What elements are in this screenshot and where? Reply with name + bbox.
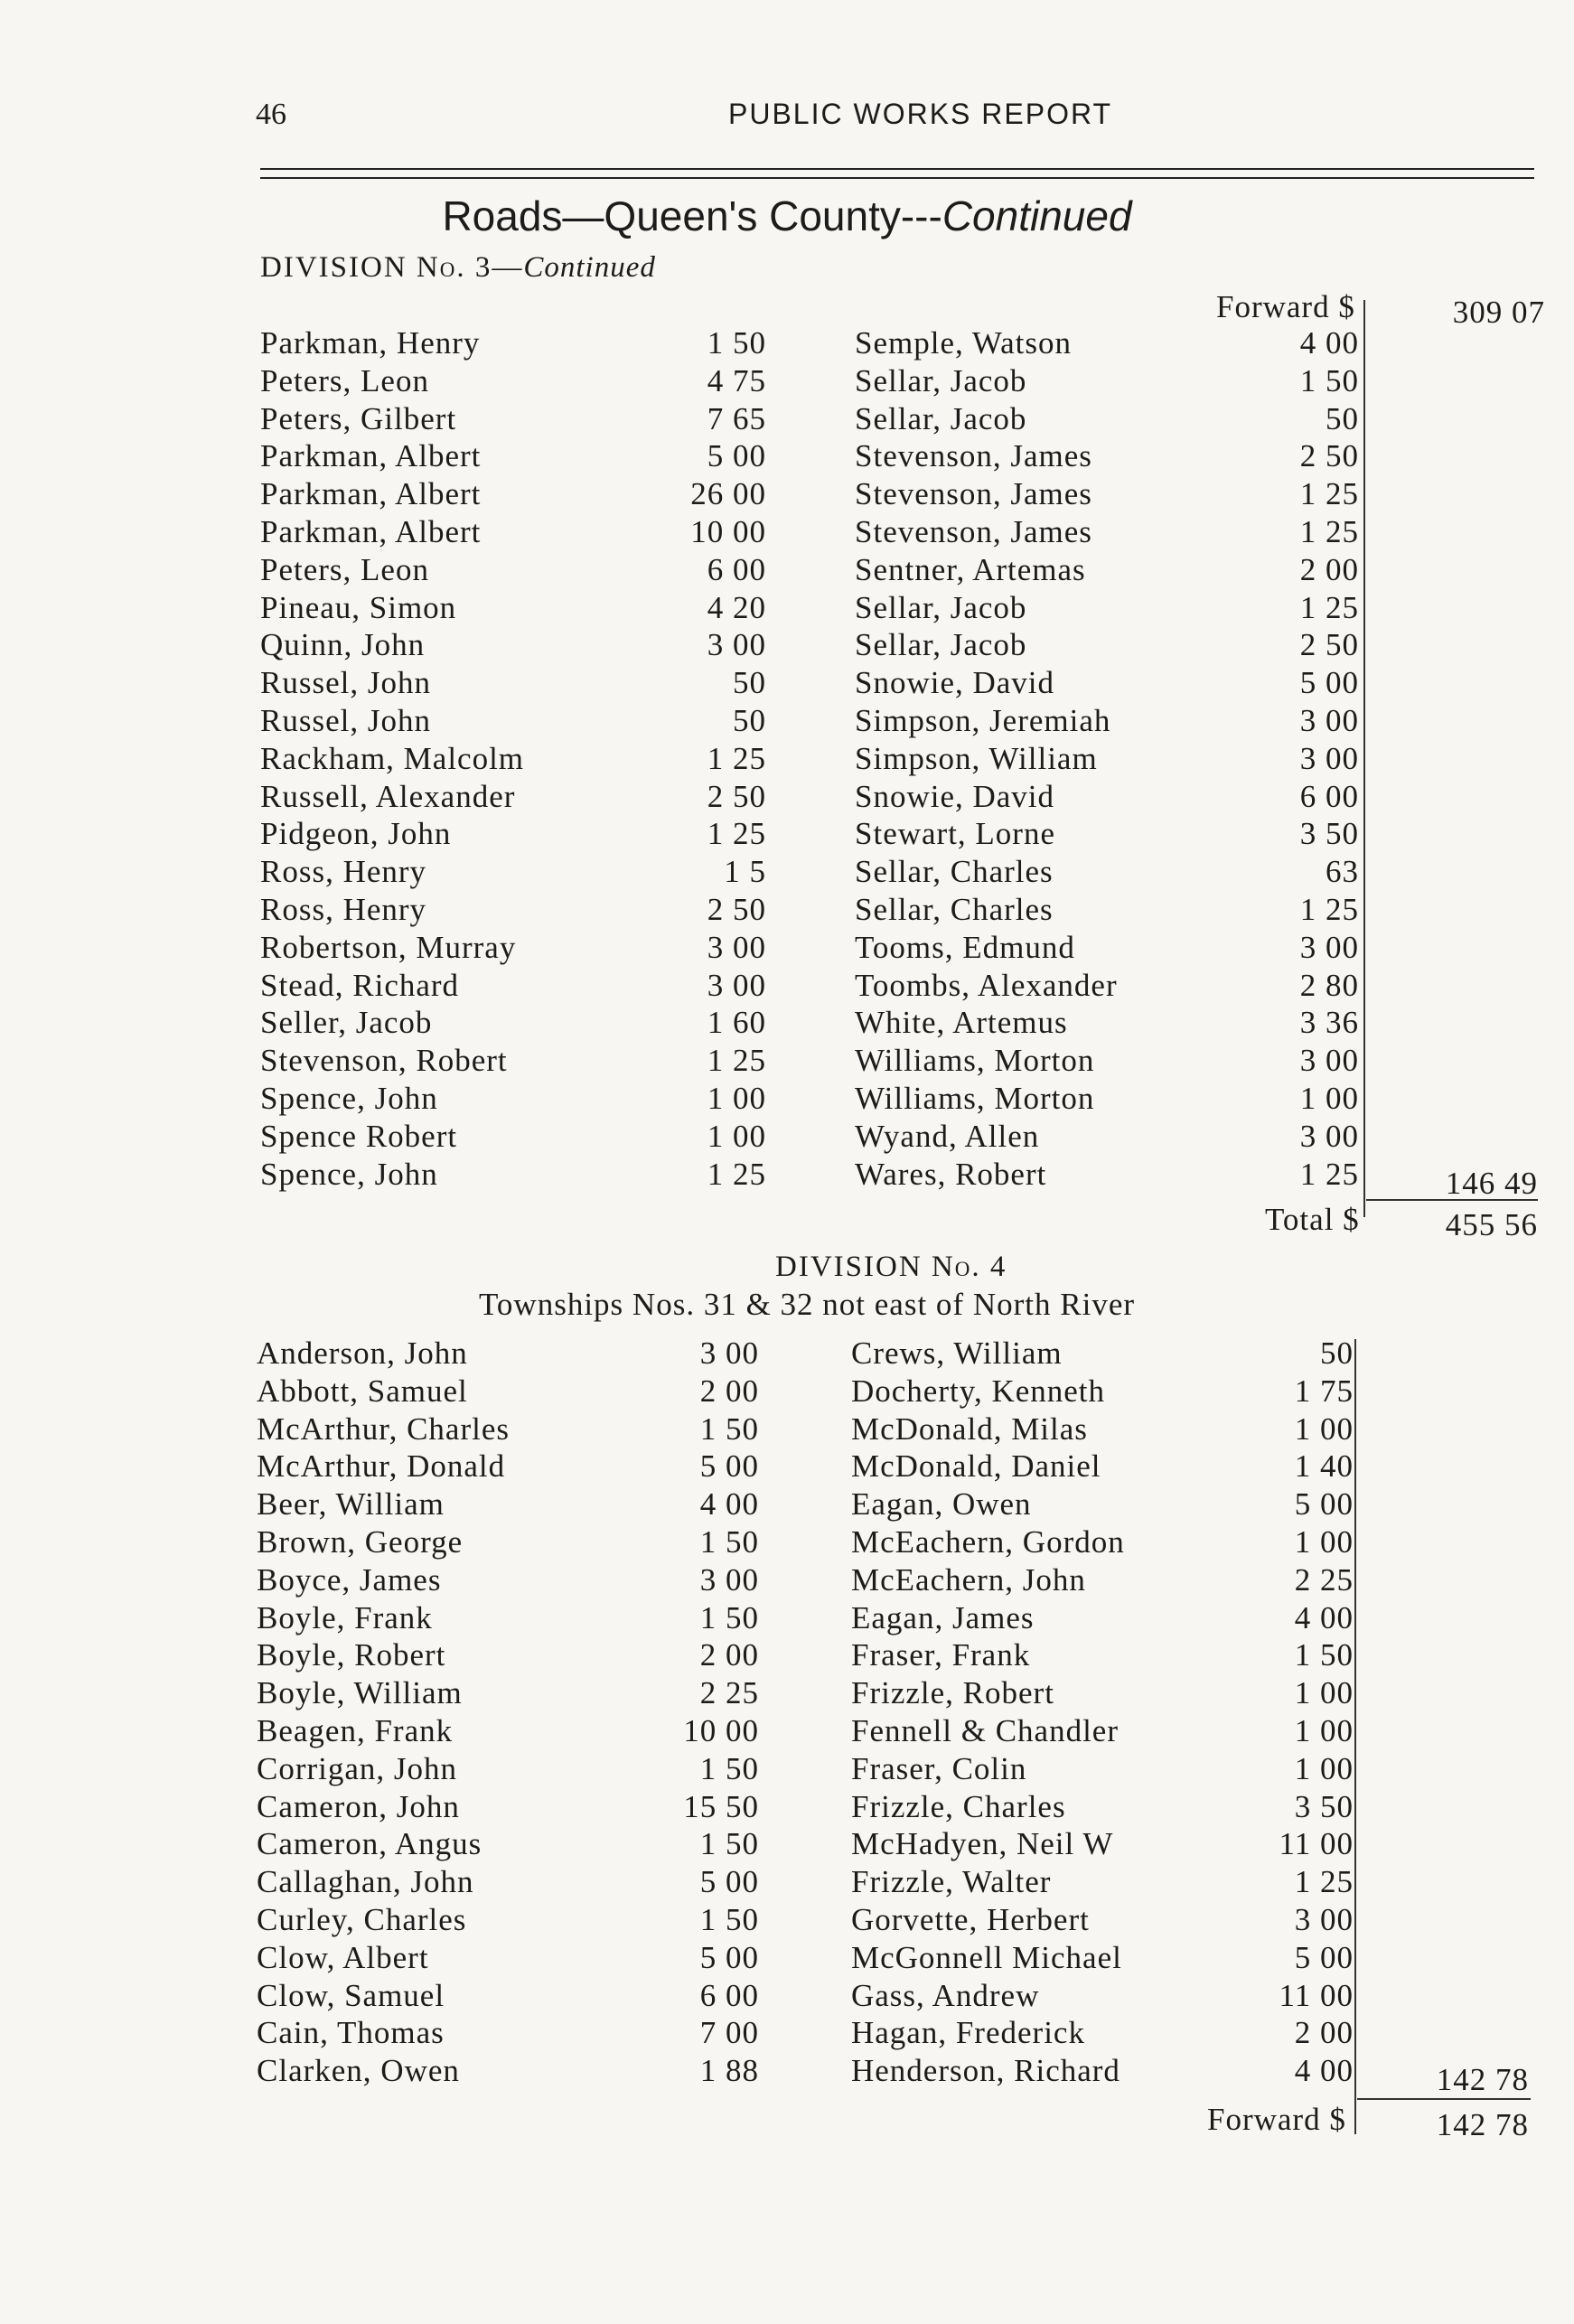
list-item: [855, 1119, 1359, 1155]
entry-amount: 50: [1320, 1335, 1354, 1371]
entry-name: Pidgeon, John: [260, 816, 452, 852]
entry-name: McHadyen, Neil W: [851, 1826, 1114, 1862]
list-item: [260, 854, 766, 890]
division-4-amount-rule: [1354, 1339, 1356, 2134]
entry-amount: 5 00: [1299, 665, 1359, 701]
entry-amount: 15 50: [683, 1788, 759, 1824]
entry-name: Hagan, Frederick: [851, 2015, 1085, 2051]
division-4-heading: DIVISION No. 4: [775, 1251, 1007, 1283]
entry-amount: 2 50: [707, 892, 766, 927]
list-item: [257, 1486, 759, 1523]
entry-amount: 1 25: [1294, 1864, 1354, 1900]
entry-name: Robertson, Murray: [260, 929, 517, 965]
entry-name: Stewart, Lorne: [855, 816, 1055, 852]
list-item: [851, 1789, 1354, 1825]
list-item: [855, 627, 1359, 663]
list-item: [257, 2053, 759, 2089]
entry-amount: 1 00: [1294, 1675, 1354, 1711]
entry-amount: 1 50: [1294, 1637, 1354, 1673]
entry-amount: 1 00: [1294, 1713, 1354, 1748]
entry-name: Rackham, Malcolm: [260, 740, 525, 776]
list-item: [855, 968, 1359, 1004]
entry-amount: 10 00: [683, 1713, 759, 1748]
entry-name: Stevenson, Robert: [260, 1043, 508, 1079]
entry-name: Clow, Albert: [257, 1939, 429, 1975]
list-item: [257, 1864, 759, 1900]
entry-name: McArthur, Donald: [257, 1448, 506, 1485]
total-amount: 455 56: [1445, 1207, 1538, 1242]
entry-amount: 1 50: [699, 1599, 759, 1635]
list-item: [260, 476, 766, 512]
list-item: [260, 1157, 766, 1193]
entry-name: McDonald, Daniel: [851, 1448, 1101, 1485]
entry-amount: 50: [1326, 400, 1359, 436]
entry-amount: 1 88: [699, 2053, 759, 2089]
entry-amount: 3 00: [1294, 1902, 1354, 1937]
entry-name: Boyle, William: [257, 1675, 463, 1711]
entry-amount: 5 00: [707, 438, 766, 474]
entry-name: Beagen, Frank: [257, 1713, 454, 1748]
list-item: [851, 2015, 1354, 2051]
list-item: [851, 1637, 1354, 1673]
list-item: [855, 816, 1359, 852]
entry-name: Beer, William: [257, 1486, 445, 1523]
entry-name: Sellar, Jacob: [855, 362, 1027, 398]
entry-name: Eagan, Owen: [851, 1486, 1032, 1523]
entry-amount: 11 00: [1279, 1826, 1354, 1862]
list-item: [855, 401, 1359, 437]
entry-name: Parkman, Albert: [260, 476, 482, 512]
entry-amount: 2 25: [1294, 1561, 1354, 1598]
entry-name: Parkman, Henry: [260, 325, 481, 361]
list-item: [257, 1940, 759, 1976]
entry-amount: 1 00: [1294, 1524, 1354, 1560]
entry-amount: 1 50: [699, 1902, 759, 1937]
entry-amount: 4 00: [1294, 1599, 1354, 1635]
division-3-amount-rule: [1363, 300, 1365, 1217]
list-item: [855, 1157, 1359, 1193]
list-item: [260, 703, 766, 739]
entry-name: Spence, John: [260, 1156, 438, 1192]
entry-amount: 5 00: [699, 1939, 759, 1975]
entry-name: Russell, Alexander: [260, 778, 516, 814]
entry-amount: 1 00: [707, 1118, 766, 1154]
page-number: 46: [256, 98, 286, 131]
entry-amount: 7 65: [707, 400, 766, 436]
list-item: [851, 1675, 1354, 1711]
entry-amount: 1 40: [1294, 1448, 1354, 1485]
list-item: [260, 438, 766, 474]
entry-amount: 3 00: [1299, 740, 1359, 776]
entry-name: Fraser, Colin: [851, 1750, 1027, 1786]
list-item: [260, 1005, 766, 1041]
entry-name: McEachern, Gordon: [851, 1524, 1125, 1560]
entry-name: Sellar, Jacob: [855, 627, 1027, 663]
entry-amount: 1 25: [707, 740, 766, 776]
list-item: [260, 930, 766, 966]
entry-name: Frizzle, Charles: [851, 1788, 1066, 1824]
entry-name: Parkman, Albert: [260, 514, 482, 549]
entry-amount: 2 00: [1294, 2015, 1354, 2051]
entry-name: Cain, Thomas: [257, 2015, 445, 2051]
list-item: [257, 1562, 759, 1598]
list-item: [851, 1978, 1354, 2014]
entry-name: Spence Robert: [260, 1118, 458, 1154]
list-item: [260, 779, 766, 815]
entry-amount: 1 00: [1294, 1410, 1354, 1447]
header-rule-top: [260, 168, 1534, 170]
entry-name: Gass, Andrew: [851, 1977, 1040, 2013]
entry-amount: 1 25: [707, 1043, 766, 1079]
entry-amount: 1 25: [707, 1156, 766, 1192]
list-item: [855, 1043, 1359, 1079]
entry-name: Curley, Charles: [257, 1902, 467, 1937]
entry-amount: 3 00: [707, 967, 766, 1003]
list-item: [851, 1713, 1354, 1749]
entry-amount: 1 25: [1299, 589, 1359, 625]
entry-amount: 1 50: [699, 1524, 759, 1560]
forward-amount-bottom: 142 78: [1436, 2107, 1529, 2142]
entry-amount: 2 50: [1299, 438, 1359, 474]
entry-name: McDonald, Milas: [851, 1410, 1088, 1447]
entry-amount: 4 00: [1299, 325, 1359, 361]
entry-amount: 1 25: [1299, 514, 1359, 549]
division-3-heading: DIVISION No. 3—Continued: [260, 251, 656, 284]
list-item: [257, 1978, 759, 2014]
list-item: [855, 1005, 1359, 1041]
entry-name: Williams, Morton: [855, 1081, 1095, 1116]
entry-amount: 5 00: [699, 1448, 759, 1485]
list-item: [260, 552, 766, 588]
list-item: [851, 1864, 1354, 1900]
entry-amount: 2 00: [1299, 551, 1359, 587]
entry-name: Simpson, Jeremiah: [855, 703, 1111, 738]
entry-name: Russel, John: [260, 665, 431, 701]
list-item: [851, 2053, 1354, 2089]
entry-amount: 2 25: [699, 1675, 759, 1711]
list-item: [260, 665, 766, 701]
list-item: [260, 325, 766, 361]
entry-amount: 1 00: [1294, 1750, 1354, 1786]
list-item: [260, 1043, 766, 1079]
list-item: [257, 1902, 759, 1938]
forward-label: Forward $: [1216, 289, 1355, 324]
list-item: [851, 1448, 1354, 1485]
list-item: [855, 930, 1359, 966]
entry-name: Stead, Richard: [260, 967, 460, 1003]
entry-amount: 2 50: [707, 778, 766, 814]
entry-name: White, Artemus: [855, 1005, 1068, 1041]
entry-name: Peters, Leon: [260, 362, 429, 398]
list-item: [851, 1373, 1354, 1410]
division-3-subtotal: 146 49: [1445, 1166, 1538, 1201]
list-item: [260, 590, 766, 626]
entry-name: Wares, Robert: [855, 1156, 1047, 1192]
list-item: [855, 514, 1359, 550]
list-item: [260, 514, 766, 550]
entry-amount: 7 00: [699, 2015, 759, 2051]
list-item: [260, 363, 766, 399]
entry-name: Anderson, John: [257, 1335, 468, 1371]
entry-name: Simpson, William: [855, 740, 1098, 776]
entry-amount: 3 00: [707, 627, 766, 663]
entry-name: Cameron, Angus: [257, 1826, 483, 1862]
entry-amount: 5 00: [1294, 1486, 1354, 1523]
entry-name: Callaghan, John: [257, 1864, 474, 1900]
entry-amount: 1 50: [1299, 362, 1359, 398]
forward-amount: 309 07: [1452, 295, 1545, 330]
list-item: [855, 741, 1359, 777]
page-title: [0, 192, 1574, 240]
entry-amount: 3 36: [1299, 1005, 1359, 1041]
entry-name: Russel, John: [260, 703, 431, 738]
list-item: [855, 665, 1359, 701]
list-item: [257, 1789, 759, 1825]
entry-amount: 1 25: [707, 816, 766, 852]
entry-name: Frizzle, Walter: [851, 1864, 1052, 1900]
list-item: [260, 627, 766, 663]
entry-name: Stevenson, James: [855, 476, 1092, 512]
entry-amount: 3 00: [1299, 703, 1359, 738]
entry-name: Boyle, Robert: [257, 1637, 446, 1673]
division-4-subheading: Townships Nos. 31 & 32 not east of North River: [479, 1287, 1136, 1322]
entry-amount: 1 50: [699, 1826, 759, 1862]
entry-amount: 4 00: [1294, 2053, 1354, 2089]
entry-amount: 1 25: [1299, 476, 1359, 512]
entry-name: Cameron, John: [257, 1788, 460, 1824]
entry-name: Stevenson, James: [855, 438, 1092, 474]
total-label: Total $: [1265, 1202, 1360, 1237]
entry-amount: 3 00: [707, 929, 766, 965]
entry-amount: 50: [733, 703, 766, 738]
forward-label-bottom: Forward $: [1207, 2102, 1346, 2137]
list-item: [855, 892, 1359, 928]
entry-name: Henderson, Richard: [851, 2053, 1120, 2089]
entry-name: Boyce, James: [257, 1561, 442, 1598]
list-item: [855, 854, 1359, 890]
entry-name: Quinn, John: [260, 627, 426, 663]
division-4-subtotal-rule: [1357, 2098, 1531, 2100]
list-item: [851, 1826, 1354, 1862]
list-item: [851, 1335, 1354, 1372]
list-item: [260, 1119, 766, 1155]
list-item: [855, 779, 1359, 815]
entry-amount: 3 00: [1299, 929, 1359, 965]
entry-name: Spence, John: [260, 1081, 438, 1116]
entry-amount: 63: [1326, 854, 1359, 890]
list-item: [257, 1713, 759, 1749]
header-rule-bottom: [260, 177, 1534, 179]
entry-name: McArthur, Charles: [257, 1410, 510, 1447]
entry-name: Snowie, David: [855, 665, 1055, 701]
list-item: [855, 590, 1359, 626]
entry-name: Crews, William: [851, 1335, 1063, 1371]
entry-name: Brown, George: [257, 1524, 464, 1560]
entry-amount: 11 00: [1279, 1977, 1354, 2013]
list-item: [257, 1335, 759, 1372]
list-item: [855, 552, 1359, 588]
entry-name: Sellar, Jacob: [855, 589, 1027, 625]
list-item: [851, 1486, 1354, 1523]
entry-amount: 6 00: [1299, 778, 1359, 814]
entry-amount: 4 20: [707, 589, 766, 625]
entry-name: Parkman, Albert: [260, 438, 482, 474]
list-item: [260, 968, 766, 1004]
entry-name: Corrigan, John: [257, 1750, 458, 1786]
list-item: [257, 1373, 759, 1410]
entry-name: Boyle, Frank: [257, 1599, 433, 1635]
entry-name: Toombs, Alexander: [855, 967, 1118, 1003]
entry-name: Clarken, Owen: [257, 2053, 460, 2089]
entry-name: Sellar, Jacob: [855, 400, 1027, 436]
entry-amount: 1 60: [707, 1005, 766, 1041]
entry-amount: 10 00: [690, 514, 766, 549]
list-item: [257, 1524, 759, 1560]
entry-name: Peters, Gilbert: [260, 400, 457, 436]
entry-amount: 1 00: [707, 1081, 766, 1116]
list-item: [257, 1826, 759, 1862]
entry-amount: 2 80: [1299, 967, 1359, 1003]
list-item: [855, 363, 1359, 399]
entry-amount: 4 75: [707, 362, 766, 398]
page-title-italic: Continued: [942, 192, 1132, 239]
list-item: [851, 1600, 1354, 1636]
list-item: [851, 1411, 1354, 1448]
list-item: [855, 438, 1359, 474]
entry-name: Eagan, James: [851, 1599, 1035, 1635]
entry-name: Fraser, Frank: [851, 1637, 1031, 1673]
entry-amount: 3 50: [1299, 816, 1359, 852]
list-item: [851, 1751, 1354, 1787]
page-title-main: Roads—Queen's County---: [442, 192, 942, 239]
list-item: [257, 1448, 759, 1485]
running-head: PUBLIC WORKS REPORT: [728, 98, 1113, 130]
entry-name: Clow, Samuel: [257, 1977, 445, 2013]
entry-name: Pineau, Simon: [260, 589, 457, 625]
list-item: [257, 1675, 759, 1711]
entry-name: Fennell & Chandler: [851, 1713, 1120, 1748]
list-item: [257, 1411, 759, 1448]
list-item: [855, 703, 1359, 739]
entry-name: Seller, Jacob: [260, 1005, 433, 1041]
entry-name: Sellar, Charles: [855, 892, 1054, 927]
entry-name: McEachern, John: [851, 1561, 1086, 1598]
entry-name: Sellar, Charles: [855, 854, 1054, 890]
entry-name: Sentner, Artemas: [855, 551, 1086, 587]
entry-amount: 2 00: [699, 1373, 759, 1409]
list-item: [260, 1081, 766, 1117]
entry-amount: 50: [733, 665, 766, 701]
entry-amount: 3 00: [699, 1561, 759, 1598]
entry-amount: 5 00: [699, 1864, 759, 1900]
entry-name: Frizzle, Robert: [851, 1675, 1054, 1711]
entry-amount: 6 00: [699, 1977, 759, 2013]
entry-amount: 1 5: [724, 854, 766, 890]
list-item: [855, 476, 1359, 512]
entry-amount: 1 50: [699, 1750, 759, 1786]
entry-name: Peters, Leon: [260, 551, 429, 587]
entry-name: McGonnell Michael: [851, 1939, 1122, 1975]
entry-name: Docherty, Kenneth: [851, 1373, 1106, 1409]
list-item: [257, 1751, 759, 1787]
entry-amount: 3 00: [699, 1335, 759, 1371]
entry-amount: 5 00: [1294, 1939, 1354, 1975]
entry-name: Gorvette, Herbert: [851, 1902, 1090, 1937]
list-item: [851, 1562, 1354, 1598]
entry-name: Semple, Watson: [855, 325, 1072, 361]
entry-amount: 1 75: [1294, 1373, 1354, 1409]
entry-amount: 6 00: [707, 551, 766, 587]
entry-name: Tooms, Edmund: [855, 929, 1075, 965]
list-item: [260, 741, 766, 777]
entry-amount: 1 50: [707, 325, 766, 361]
list-item: [260, 401, 766, 437]
entry-amount: 4 00: [699, 1486, 759, 1523]
entry-amount: 3 50: [1294, 1788, 1354, 1824]
entry-amount: 1 50: [699, 1410, 759, 1447]
list-item: [257, 1600, 759, 1636]
entry-name: Ross, Henry: [260, 892, 427, 927]
entry-amount: 1 25: [1299, 1156, 1359, 1192]
division-4-subtotal: 142 78: [1436, 2062, 1529, 2097]
entry-amount: 3 00: [1299, 1043, 1359, 1079]
list-item: [855, 1081, 1359, 1117]
list-item: [851, 1940, 1354, 1976]
entry-amount: 26 00: [690, 476, 766, 512]
entry-name: Wyand, Allen: [855, 1118, 1040, 1154]
entry-name: Snowie, David: [855, 778, 1055, 814]
list-item: [855, 325, 1359, 361]
entry-amount: 2 50: [1299, 627, 1359, 663]
entry-amount: 1 25: [1299, 892, 1359, 927]
entry-name: Williams, Morton: [855, 1043, 1095, 1079]
list-item: [851, 1524, 1354, 1560]
entry-amount: 2 00: [699, 1637, 759, 1673]
entry-name: Ross, Henry: [260, 854, 427, 890]
list-item: [257, 1637, 759, 1673]
entry-name: Abbott, Samuel: [257, 1373, 468, 1409]
list-item: [257, 2015, 759, 2051]
entry-name: Stevenson, James: [855, 514, 1092, 549]
entry-amount: 3 00: [1299, 1118, 1359, 1154]
list-item: [260, 892, 766, 928]
entry-amount: 1 00: [1299, 1081, 1359, 1116]
list-item: [851, 1902, 1354, 1938]
list-item: [260, 816, 766, 852]
